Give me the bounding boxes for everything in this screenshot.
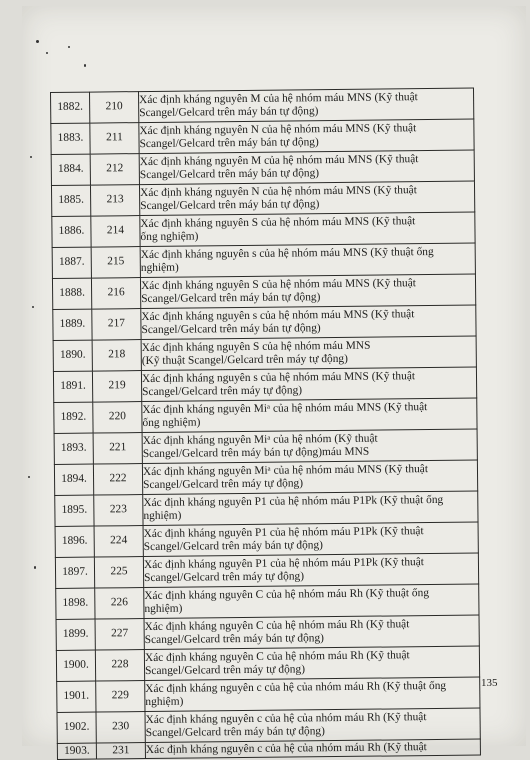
row-number: 1891.	[53, 371, 92, 402]
description-line-2: Scangel/Gelcard trên máy bán tự động)	[143, 539, 324, 554]
row-number: 1901.	[57, 681, 96, 712]
description-line-2: Scangel/Gelcard trên máy bán tự động)	[141, 322, 321, 337]
procedure-code: 228	[95, 650, 144, 682]
procedure-code: 230	[96, 712, 145, 744]
procedure-code: 222	[93, 464, 142, 496]
procedure-description	[143, 522, 478, 557]
description-line-1: Xác định kháng nguyên Miᵃ của hệ nhóm máu MNS (Kỹ thuật	[142, 462, 429, 478]
description-line-1: Xác định kháng nguyên Miᵃ của hệ nhóm máu MNS (Kỹ thuật	[142, 400, 428, 416]
table-row	[55, 522, 478, 557]
procedure-description	[141, 305, 476, 340]
row-number: 1887.	[52, 247, 91, 278]
procedure-description	[145, 708, 480, 743]
procedure-code: 219	[92, 371, 141, 403]
description-line-1: Xác định kháng nguyên C của hệ nhóm máu Rh (Kỹ thuật	[144, 617, 410, 633]
procedure-code: 224	[94, 526, 143, 558]
description-line-1: Xác định kháng nguyên C của hệ nhóm máu Rh (Kỹ thuật	[144, 648, 410, 664]
description-line-1: Xác định kháng nguyên Miᵃ của hệ nhóm (Kỹ thuật	[142, 432, 378, 447]
description-line-1: Xác định kháng nguyên P1 của hệ nhóm máu P1Pk (Kỹ thuật	[143, 555, 424, 571]
procedure-description	[142, 429, 477, 464]
table-row	[53, 336, 476, 371]
procedure-description	[141, 336, 476, 371]
procedure-code: 226	[95, 588, 144, 620]
procedure-code: 223	[94, 495, 143, 527]
description-line-1: Xác định kháng nguyên S của hệ nhóm máu MNS	[141, 339, 371, 354]
description-line-2: Scangel/Gelcard trên máy tự động)	[142, 384, 303, 399]
procedure-code: 211	[90, 123, 139, 155]
procedure-description	[140, 212, 475, 247]
description-line-1: Xác định kháng nguyên N của hệ nhóm máu MNS (Kỹ thuật	[139, 183, 417, 199]
procedure-code: 214	[91, 216, 140, 248]
description-line-1: Xác định kháng nguyên c của hệ của nhóm máu Rh (Kỹ thuật ống	[145, 679, 447, 695]
row-number: 1897.	[55, 557, 94, 588]
procedure-code: 227	[95, 619, 144, 651]
scan-speck	[36, 40, 39, 43]
table-row	[52, 212, 475, 247]
scan-speck	[32, 306, 34, 308]
procedure-code: 218	[92, 340, 141, 372]
procedure-code: 210	[90, 92, 139, 124]
row-number: 1882.	[51, 92, 90, 123]
procedure-description	[141, 367, 476, 402]
procedure-description	[139, 88, 474, 123]
procedure-code: 221	[93, 433, 142, 465]
procedure-description	[142, 460, 477, 495]
procedure-code: 212	[90, 154, 139, 186]
description-line-1: Xác định kháng nguyên s của hệ nhóm máu MNS (Kỹ thuật	[141, 307, 415, 323]
procedure-description	[139, 181, 474, 216]
procedure-description	[143, 553, 478, 588]
description-line-2: (Kỹ thuật Scangel/Gelcard trên máy tự động)	[141, 352, 348, 368]
table-row	[57, 739, 480, 759]
row-number: 1888.	[52, 278, 91, 309]
description-line-2: Scangel/Gelcard trên máy tự động)	[145, 663, 306, 678]
scan-speck	[68, 46, 70, 48]
row-number: 1900.	[56, 650, 95, 681]
description-line-1: Xác định kháng nguyên s của hệ nhóm máu MNS (Kỹ thuật ống	[140, 245, 434, 261]
table-row	[54, 460, 477, 495]
description-line-2: Scangel/Gelcard trên máy bán tự động)	[139, 105, 319, 120]
description-line-1: Xác định kháng nguyên C của hệ nhóm máu Rh (Kỹ thuật ống	[144, 586, 430, 602]
table-row	[52, 243, 475, 278]
description-line-1: Xác định kháng nguyên c của hệ của nhóm máu Rh (Kỹ thuật	[145, 710, 427, 726]
description-line-2: Scangel/Gelcard trên máy bán tự động)	[144, 632, 324, 647]
row-number: 1895.	[55, 495, 94, 526]
procedure-description	[145, 677, 480, 712]
procedure-description	[143, 491, 478, 526]
description-line-2: Scangel/Gelcard trên máy bán tự động)	[139, 167, 320, 182]
table-row	[54, 398, 477, 433]
description-line-2: Scangel/Gelcard trên máy bán tự động)	[145, 725, 325, 740]
description-line-2: ống nghiệm)	[142, 416, 201, 430]
table-row	[56, 584, 479, 619]
description-line-2: Scangel/Gelcard trên máy bán tự động)	[139, 136, 319, 151]
row-number: 1890.	[53, 340, 92, 371]
table-row	[57, 708, 480, 743]
row-number: 1892.	[54, 402, 93, 433]
table-row	[52, 274, 475, 309]
description-line-1: Xác định kháng nguyên M của hệ nhóm máu MNS (Kỹ thuật	[139, 152, 419, 168]
row-number: 1883.	[51, 123, 90, 154]
procedure-description	[142, 398, 477, 433]
procedure-description	[144, 584, 479, 619]
table-row	[57, 677, 480, 712]
row-number: 1886.	[52, 216, 91, 247]
row-number: 1894.	[54, 464, 93, 495]
procedure-code: 215	[91, 247, 140, 279]
procedure-code: 225	[94, 557, 143, 589]
procedure-code: 220	[93, 402, 142, 434]
row-number: 1889.	[53, 309, 92, 340]
procedure-description	[144, 615, 479, 650]
procedure-description	[144, 646, 479, 681]
row-number: 1884.	[51, 154, 90, 185]
description-line-2: ống nghiệm)	[140, 230, 199, 244]
row-number: 1899.	[56, 619, 95, 650]
row-number: 1885.	[51, 185, 90, 216]
description-line-2: nghiệm)	[140, 261, 179, 275]
row-number: 1893.	[54, 433, 93, 464]
description-line-1: Xác định kháng nguyên P1 của hệ nhóm máu P1Pk (Kỹ thuật ống	[143, 493, 444, 509]
scan-speck	[34, 566, 36, 569]
description-line-1: Xác định kháng nguyên M của hệ nhóm máu MNS (Kỹ thuật	[139, 90, 418, 106]
row-number: 1903.	[57, 743, 96, 759]
procedure-description	[140, 274, 475, 309]
table-row	[56, 615, 479, 650]
row-number: 1896.	[55, 526, 94, 557]
description-line-1: Xác định kháng nguyên S của hệ nhóm máu MNS (Kỹ thuật	[140, 276, 417, 292]
table-row	[51, 181, 474, 216]
procedure-code: 217	[92, 309, 141, 341]
description-line-1: Xác định kháng nguyên S của hệ nhóm máu MNS (Kỹ thuật	[140, 214, 416, 230]
procedure-description	[139, 150, 474, 185]
procedure-code: 216	[91, 278, 140, 310]
table-row	[53, 305, 476, 340]
table-row	[51, 150, 474, 185]
description-line-2: nghiệm)	[144, 602, 183, 616]
procedure-code: 231	[96, 743, 145, 760]
table-row	[51, 88, 474, 123]
table-row	[54, 429, 477, 464]
table-row	[56, 646, 479, 681]
procedure-code: 229	[96, 681, 145, 713]
scan-speck	[46, 52, 48, 54]
description-line-1: Xác định kháng nguyên s của hệ nhóm máu MNS (Kỹ thuật	[141, 369, 416, 385]
row-number: 1898.	[56, 588, 95, 619]
scan-speck	[28, 476, 30, 478]
procedure-code: 213	[90, 185, 139, 217]
description-line-2: Scangel/Gelcard trên máy tự động)	[144, 570, 305, 585]
description-line-2: Scangel/Gelcard trên máy tự động)	[143, 477, 304, 492]
procedure-table	[50, 88, 481, 760]
procedure-description	[139, 119, 474, 154]
row-number: 1902.	[57, 712, 96, 743]
description-line-1: Xác định kháng nguyên N của hệ nhóm máu MNS (Kỹ thuật	[139, 121, 417, 137]
scan-speck	[30, 156, 32, 158]
page-number: 135	[481, 677, 498, 689]
description-line-2: Scangel/Gelcard trên máy bán tự động)máu MNS	[142, 445, 370, 461]
table-row	[53, 367, 476, 402]
description-line-2: nghiệm)	[145, 695, 184, 709]
procedure-description	[140, 243, 475, 278]
table-row	[51, 119, 474, 154]
description-line-2: nghiệm)	[143, 509, 182, 523]
description-line-2: Scangel/Gelcard trên máy bán tự động)	[141, 291, 321, 306]
table-row	[55, 491, 478, 526]
description-line-2: Scangel/Gelcard trên máy bán tự động)	[140, 198, 320, 213]
description-line-1: Xác định kháng nguyên P1 của hệ nhóm máu P1Pk (Kỹ thuật	[143, 524, 424, 540]
description-line-1: Xác định kháng nguyên c của hệ của nhóm máu Rh (Kỹ thuật	[145, 740, 427, 756]
scan-speck	[84, 64, 86, 67]
table-row	[55, 553, 478, 588]
